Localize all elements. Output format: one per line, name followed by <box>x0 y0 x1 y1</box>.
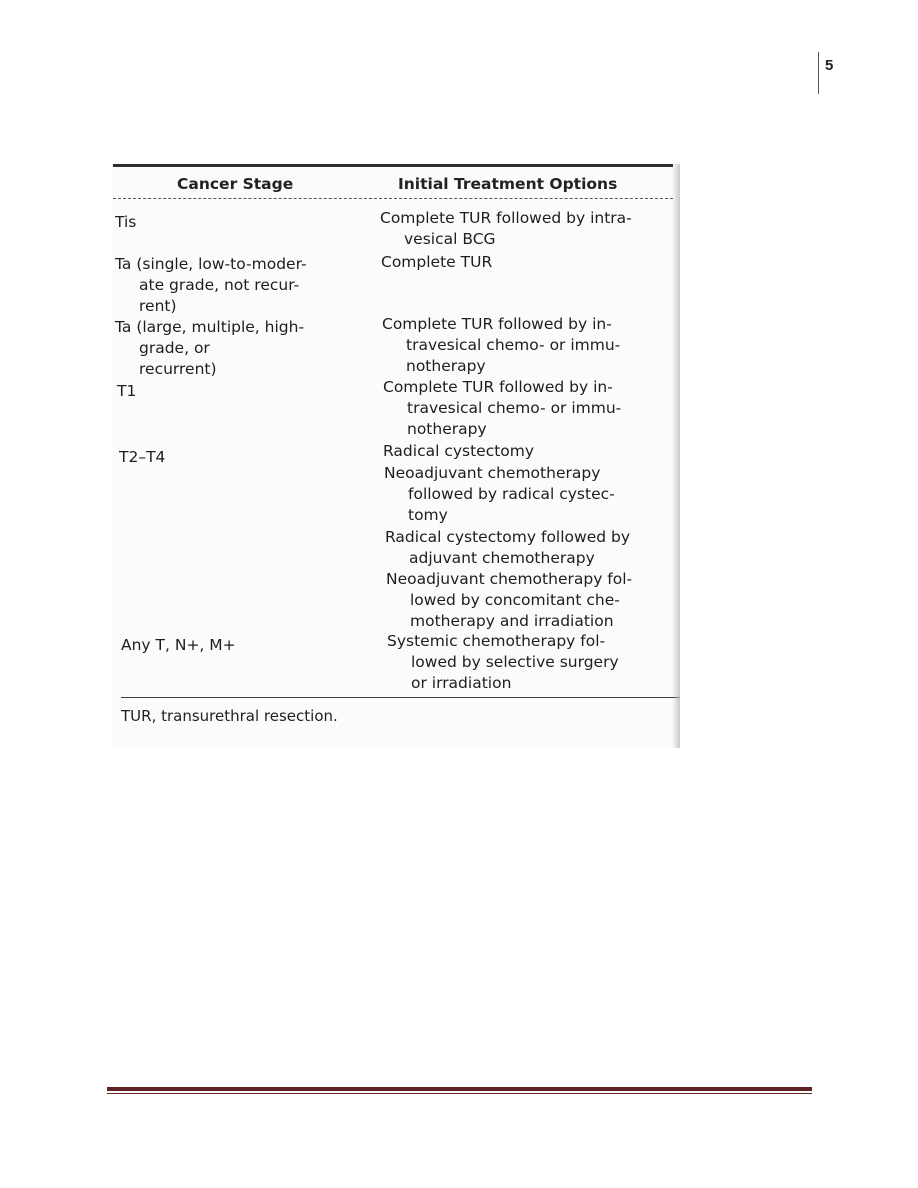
table-top-rule <box>113 164 673 167</box>
stage-cell-ta-low-grade: Ta (single, low-to-moder- ate grade, not recur- rent) <box>115 255 307 315</box>
footer-rule-thin <box>107 1093 812 1094</box>
header-dashed-rule <box>113 198 673 199</box>
treatment-cell-ta-low-grade: Complete TUR <box>381 253 493 271</box>
treatment-cell-any-t: Systemic chemotherapy fol- lowed by selective surgery or irradiation <box>387 632 619 692</box>
treatment-cell-t1: Complete TUR followed by in- travesical chemo- or immu- notherapy <box>383 378 622 438</box>
treatment-cell-t2-t4-option-1: Radical cystectomy <box>383 442 535 460</box>
table-bottom-rule <box>121 697 680 698</box>
stage-cell-t1: T1 <box>117 382 137 400</box>
stage-cell-t2-t4: T2–T4 <box>119 448 166 466</box>
page-number-container <box>818 52 833 94</box>
table-footnote: TUR, transurethral resection. <box>121 707 338 725</box>
treatment-cell-ta-high-grade: Complete TUR followed by in- travesical chemo- or immu- notherapy <box>382 315 621 375</box>
header-initial-treatment-options: Initial Treatment Options <box>398 175 618 193</box>
header-cancer-stage: Cancer Stage <box>177 175 294 193</box>
stage-cell-ta-high-grade: Ta (large, multiple, high- grade, or recurrent) <box>115 318 305 378</box>
scanned-table-image <box>113 164 680 748</box>
treatment-cell-t2-t4-option-3: Radical cystectomy followed by adjuvant chemotherapy <box>385 528 631 567</box>
treatment-cell-tis: Complete TUR followed by intra- vesical BCG <box>380 209 632 248</box>
scan-edge-shadow <box>672 164 680 748</box>
treatment-cell-t2-t4-option-2: Neoadjuvant chemotherapy followed by radical cystec- tomy <box>384 464 615 524</box>
footer-rule-thick <box>107 1087 812 1091</box>
stage-cell-any-t: Any T, N+, M+ <box>121 636 236 654</box>
page-number: 5 <box>825 57 834 74</box>
treatment-cell-t2-t4-option-4: Neoadjuvant chemotherapy fol- lowed by concomitant che- motherapy and irradiation <box>386 570 633 630</box>
stage-cell-tis: Tis <box>115 213 137 231</box>
